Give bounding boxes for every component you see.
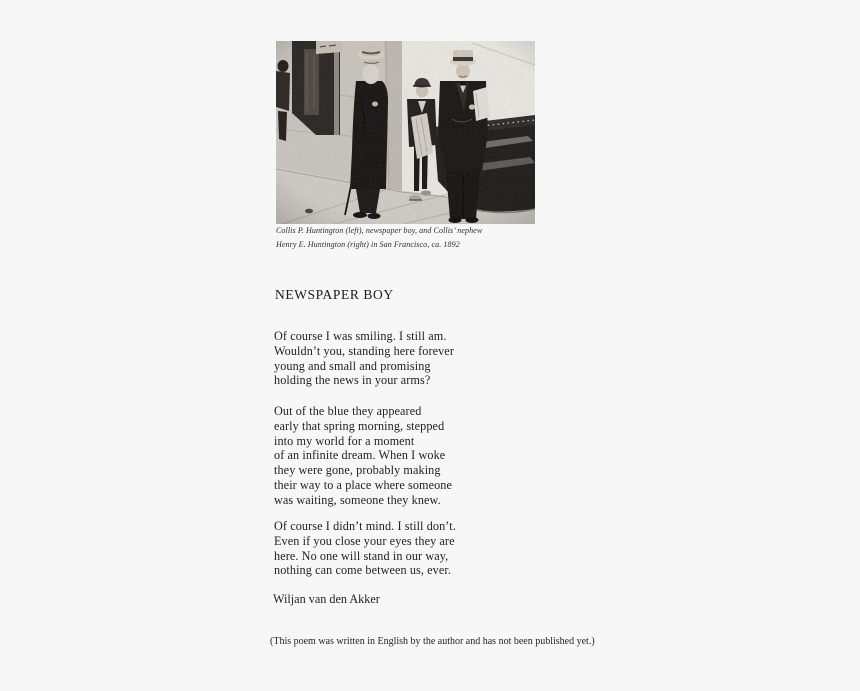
poem-line: was waiting, someone they knew. xyxy=(274,492,441,507)
poem-line: young and small and promising xyxy=(274,358,431,373)
photo-caption-line-1: Collis P. Huntington (left), newspaper boy, and Collis’ nephew xyxy=(276,226,483,235)
photo-illustration xyxy=(276,41,535,224)
poem-line: nothing can come between us, ever. xyxy=(274,563,452,578)
poem-author: Wiljan van den Akker xyxy=(273,592,380,606)
photograph xyxy=(276,41,535,224)
poem-line: early that spring morning, stepped xyxy=(274,418,445,433)
poem-line: their way to a place where someone xyxy=(274,477,453,492)
poem-line: Of course I didn’t mind. I still don’t. xyxy=(274,519,456,533)
poem-line: Out of the blue they appeared xyxy=(274,404,422,418)
poem-line: into my world for a moment xyxy=(274,433,415,448)
poem-line: here. No one will stand in our way, xyxy=(274,548,449,563)
photo-caption-line-2: Henry E. Huntington (right) in San Francisco, ca. 1892 xyxy=(276,240,460,250)
poem-stanza-3 xyxy=(274,519,456,578)
footnote: (This poem was written in English by the author and has not been published yet.) xyxy=(270,636,595,647)
photo-caption xyxy=(276,224,482,253)
poem-title: NEWSPAPER BOY xyxy=(275,287,394,302)
poem-line: Even if you close your eyes they are xyxy=(274,533,455,548)
poem-line: Wouldn’t you, standing here forever xyxy=(274,343,454,358)
poem-line: Of course I was smiling. I still am. xyxy=(274,329,447,343)
poem-line: they were gone, probably making xyxy=(274,463,441,478)
poem-stanza-2 xyxy=(274,404,452,508)
poem-line: holding the news in your arms? xyxy=(274,373,431,388)
poem-stanza-1 xyxy=(274,329,454,388)
poem-line: of an infinite dream. When I woke xyxy=(274,448,446,463)
